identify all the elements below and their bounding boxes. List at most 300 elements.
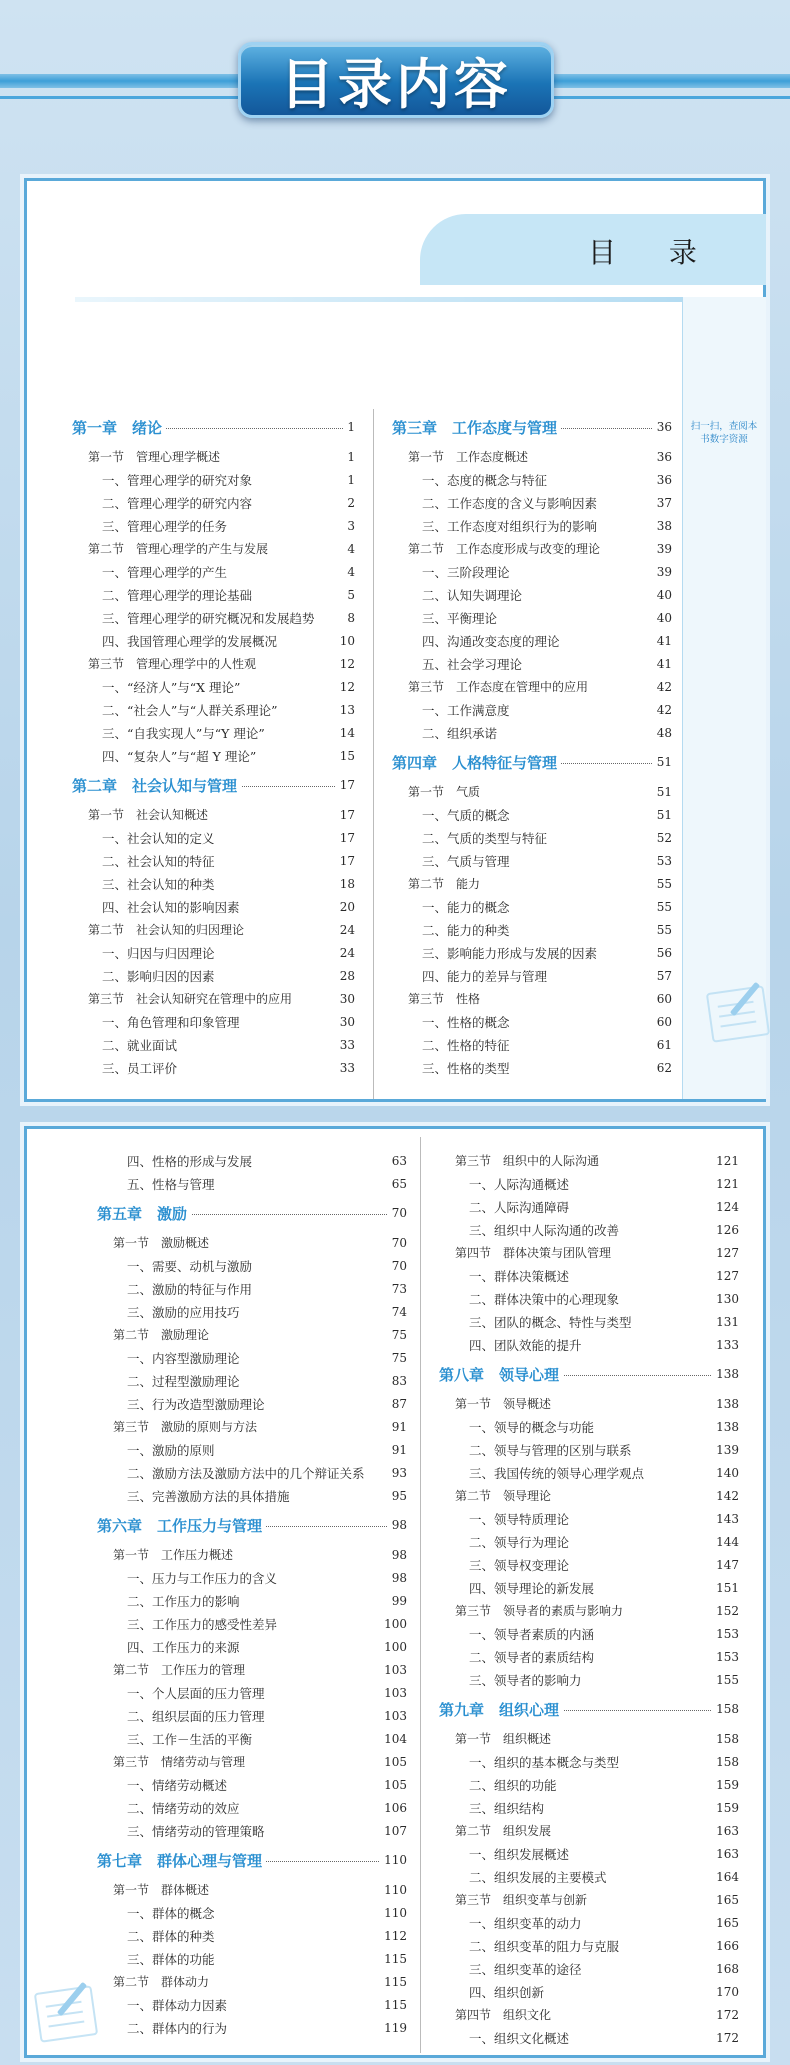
toc-item-row <box>97 1796 407 1819</box>
toc-item-row <box>97 2016 407 2039</box>
toc-entry-title: 二、社会认知的特征 <box>102 852 219 870</box>
toc-item-row <box>97 1819 407 1842</box>
toc-page-number: 103 <box>380 1663 407 1677</box>
toc-item-row <box>439 1461 739 1484</box>
toc-item-row <box>97 1300 407 1323</box>
toc-entry-title: 一、管理心理学的研究对象 <box>102 471 256 489</box>
toc-item-row <box>439 1576 739 1599</box>
toc-item-row <box>97 1346 407 1369</box>
toc-panel-2 <box>24 1126 766 2058</box>
toc-item-row <box>439 1668 739 1691</box>
toc-page-number: 40 <box>653 611 672 625</box>
toc-entry-title: 第二节 组织发展 <box>455 1822 555 1839</box>
toc-page-number: 55 <box>653 923 672 937</box>
column-divider <box>373 409 374 1099</box>
toc-page-number: 163 <box>712 1847 739 1861</box>
toc-section-row <box>97 1750 407 1773</box>
toc-chapter-row <box>392 744 672 780</box>
toc-chapter-row <box>97 1842 407 1878</box>
toc-page-number: 100 <box>380 1617 407 1631</box>
toc-page-number: 127 <box>712 1269 739 1283</box>
toc-entry-title: 一、领导特质理论 <box>469 1510 573 1528</box>
toc-page-number: 55 <box>653 877 672 891</box>
toc-entry-title: 三、激励的应用技巧 <box>127 1303 244 1321</box>
toc-page-number: 3 <box>343 519 355 533</box>
toc-entry-title: 一、领导者素质的内涵 <box>469 1625 598 1643</box>
toc-entry-title: 第一节 群体概述 <box>113 1881 213 1898</box>
toc-section-row <box>439 1241 739 1264</box>
right-margin-strip <box>682 297 766 1099</box>
toc-entry-title: 第二节 工作态度形成与改变的理论 <box>408 540 604 557</box>
toc-item-row <box>439 1796 739 1819</box>
toc-column-left <box>97 1149 407 2039</box>
toc-entry-title: 三、管理心理学的研究概况和发展趋势 <box>102 609 319 627</box>
toc-item-row <box>97 1681 407 1704</box>
toc-page-number: 1 <box>343 450 355 464</box>
toc-item-row <box>439 1333 739 1356</box>
toc-entry-title: 第二节 群体动力 <box>113 1973 213 1990</box>
toc-page-number: 112 <box>380 1929 407 1943</box>
toc-item-row <box>97 1149 407 1172</box>
toc-entry-title: 第三节 组织中的人际沟通 <box>455 1152 603 1169</box>
toc-entry-title: 第四节 群体决策与团队管理 <box>455 1244 615 1261</box>
toc-entry-title: 二、领导者的素质结构 <box>469 1648 598 1666</box>
toc-item-row <box>392 941 672 964</box>
heading-underline <box>75 297 682 302</box>
toc-section-row <box>97 1543 407 1566</box>
toc-section-row <box>72 652 355 675</box>
toc-section-row <box>392 675 672 698</box>
toc-page-number: 165 <box>712 1893 739 1907</box>
toc-entry-title: 第三节 工作态度在管理中的应用 <box>408 678 592 695</box>
toc-entry-title: 第三节 情绪劳动与管理 <box>113 1753 249 1770</box>
toc-entry-title: 一、组织变革的动力 <box>469 1914 586 1932</box>
toc-item-row <box>97 1438 407 1461</box>
toc-page-number: 4 <box>343 542 355 556</box>
toc-page-number: 151 <box>712 1581 739 1595</box>
toc-page-number: 28 <box>336 969 355 983</box>
toc-entry-title: 五、性格与管理 <box>127 1175 219 1193</box>
toc-page-number: 75 <box>388 1351 407 1365</box>
toc-entry-title: 三、领导权变理论 <box>469 1556 573 1574</box>
toc-page-number: 87 <box>388 1397 407 1411</box>
toc-section-row <box>439 1727 739 1750</box>
toc-section-row <box>72 987 355 1010</box>
toc-entry-title: 一、需要、动机与激励 <box>127 1257 256 1275</box>
toc-entry-title: 第一节 工作态度概述 <box>408 448 532 465</box>
toc-entry-title: 第一章 绪论 <box>72 417 166 438</box>
toc-page-number: 91 <box>388 1420 407 1434</box>
toc-heading: 目 录 <box>588 236 719 269</box>
toc-page-number: 143 <box>712 1512 739 1526</box>
toc-entry-title: 二、管理心理学的研究内容 <box>102 494 256 512</box>
toc-page-number: 70 <box>388 1206 407 1220</box>
toc-section-row <box>392 537 672 560</box>
toc-item-row <box>72 964 355 987</box>
toc-item-row <box>97 1773 407 1796</box>
toc-entry-title: 四、社会认知的影响因素 <box>102 898 244 916</box>
toc-entry-title: 二、性格的特征 <box>422 1036 514 1054</box>
toc-entry-title: 第九章 组织心理 <box>439 1699 563 1720</box>
toc-page-number: 159 <box>712 1801 739 1815</box>
toc-entry-title: 一、组织的基本概念与类型 <box>469 1753 623 1771</box>
toc-item-row <box>97 1901 407 1924</box>
toc-entry-title: 第八章 领导心理 <box>439 1364 563 1385</box>
notebook-icon <box>706 985 770 1043</box>
toc-item-row <box>392 1010 672 1033</box>
toc-entry-title: 二、影响归因的因素 <box>102 967 219 985</box>
toc-entry-title: 二、领导行为理论 <box>469 1533 573 1551</box>
toc-item-row <box>392 606 672 629</box>
toc-page-number: 105 <box>380 1755 407 1769</box>
toc-page-number: 172 <box>712 2031 739 2045</box>
toc-page-number: 13 <box>336 703 355 717</box>
toc-page-number: 42 <box>653 703 672 717</box>
toc-entry-title: 二、组织的功能 <box>469 1776 561 1794</box>
toc-section-row <box>439 1888 739 1911</box>
toc-entry-title: 第七章 群体心理与管理 <box>97 1850 266 1871</box>
toc-entry-title: 三、平衡理论 <box>422 609 501 627</box>
toc-item-row <box>439 1645 739 1668</box>
toc-page-number: 147 <box>712 1558 739 1572</box>
toc-page-number: 110 <box>380 1853 407 1867</box>
toc-item-row <box>392 895 672 918</box>
toc-item-row <box>72 744 355 767</box>
toc-item-row <box>392 1056 672 1079</box>
toc-page-number: 14 <box>336 726 355 740</box>
toc-entry-title: 三、组织中人际沟通的改善 <box>469 1221 623 1239</box>
toc-item-row <box>439 1415 739 1438</box>
toc-entry-title: 二、工作态度的含义与影响因素 <box>422 494 601 512</box>
toc-page-number: 99 <box>388 1594 407 1608</box>
toc-chapter-row <box>72 767 355 803</box>
toc-page-number: 163 <box>712 1824 739 1838</box>
toc-chapter-row <box>72 409 355 445</box>
toc-entry-title: 四、工作压力的来源 <box>127 1638 244 1656</box>
toc-page-number: 18 <box>336 877 355 891</box>
toc-page-number: 51 <box>653 785 672 799</box>
toc-item-row <box>72 468 355 491</box>
toc-entry-title: 二、情绪劳动的效应 <box>127 1799 244 1817</box>
toc-page-number: 74 <box>388 1305 407 1319</box>
toc-item-row <box>72 941 355 964</box>
toc-page-number: 51 <box>653 808 672 822</box>
toc-page-number: 115 <box>380 1975 407 1989</box>
toc-section-row <box>97 1658 407 1681</box>
toc-page-number: 36 <box>653 450 672 464</box>
toc-entry-title: 第一节 组织概述 <box>455 1730 555 1747</box>
toc-entry-title: 四、沟通改变态度的理论 <box>422 632 564 650</box>
toc-item-row <box>392 803 672 826</box>
toc-page-number: 17 <box>336 778 355 792</box>
toc-page-number: 140 <box>712 1466 739 1480</box>
toc-item-row <box>392 1033 672 1056</box>
toc-item-row <box>392 964 672 987</box>
toc-item-row <box>97 1277 407 1300</box>
toc-item-row <box>392 514 672 537</box>
toc-item-row <box>439 1553 739 1576</box>
toc-item-row <box>72 514 355 537</box>
toc-page-number: 103 <box>380 1709 407 1723</box>
toc-page-number: 40 <box>653 588 672 602</box>
toc-item-row <box>97 1612 407 1635</box>
toc-item-row <box>72 1056 355 1079</box>
toc-page-number: 170 <box>712 1985 739 1999</box>
toc-section-row <box>439 1819 739 1842</box>
toc-entry-title: 二、气质的类型与特征 <box>422 829 551 847</box>
toc-page-number: 164 <box>712 1870 739 1884</box>
toc-item-row <box>392 468 672 491</box>
toc-page-number: 138 <box>712 1420 739 1434</box>
toc-page-number: 138 <box>712 1367 739 1381</box>
toc-item-row <box>97 1947 407 1970</box>
toc-item-row <box>97 1993 407 2016</box>
toc-entry-title: 第二节 社会认知的归因理论 <box>88 921 248 938</box>
toc-entry-title: 三、影响能力形成与发展的因素 <box>422 944 601 962</box>
toc-item-row <box>439 1264 739 1287</box>
toc-section-row <box>97 1415 407 1438</box>
toc-page-number: 65 <box>388 1177 407 1191</box>
toc-page-number: 172 <box>712 2008 739 2022</box>
toc-page-number: 10 <box>336 634 355 648</box>
toc-entry-title: 一、领导的概念与功能 <box>469 1418 598 1436</box>
toc-page-number: 138 <box>712 1397 739 1411</box>
toc-item-row <box>439 1530 739 1553</box>
toc-page-number: 36 <box>653 420 672 434</box>
toc-page-number: 93 <box>388 1466 407 1480</box>
toc-page-number: 62 <box>653 1061 672 1075</box>
toc-entry-title: 二、人际沟通障碍 <box>469 1198 573 1216</box>
toc-entry-title: 二、“社会人”与“人群关系理论” <box>102 701 282 719</box>
toc-page-number: 126 <box>712 1223 739 1237</box>
toc-page-number: 83 <box>388 1374 407 1388</box>
toc-entry-title: 一、群体动力因素 <box>127 1996 231 2014</box>
toc-entry-title: 第三节 激励的原则与方法 <box>113 1418 261 1435</box>
toc-page-number: 110 <box>380 1906 407 1920</box>
toc-column-left <box>72 409 355 1079</box>
toc-page-number: 1 <box>343 473 355 487</box>
toc-chapter-row <box>97 1507 407 1543</box>
toc-section-row <box>97 1323 407 1346</box>
toc-page-number: 39 <box>653 542 672 556</box>
toc-entry-title: 二、能力的种类 <box>422 921 514 939</box>
toc-entry-title: 二、过程型激励理论 <box>127 1372 244 1390</box>
toc-item-row <box>439 1842 739 1865</box>
toc-entry-title: 第三节 组织变革与创新 <box>455 1891 591 1908</box>
toc-item-row <box>439 1310 739 1333</box>
toc-entry-title: 一、人际沟通概述 <box>469 1175 573 1193</box>
column-divider <box>420 1137 421 2053</box>
toc-page-number: 115 <box>380 1952 407 1966</box>
toc-entry-title: 第三章 工作态度与管理 <box>392 417 561 438</box>
toc-page-number: 2 <box>343 496 355 510</box>
toc-page-number: 73 <box>388 1282 407 1296</box>
toc-page-number: 115 <box>380 1998 407 2012</box>
toc-item-row <box>392 491 672 514</box>
toc-entry-title: 三、行为改造型激励理论 <box>127 1395 269 1413</box>
toc-page-number: 70 <box>388 1259 407 1273</box>
toc-page-number: 53 <box>653 854 672 868</box>
toc-entry-title: 第四章 人格特征与管理 <box>392 752 561 773</box>
toc-entry-title: 第三节 管理心理学中的人性观 <box>88 655 260 672</box>
toc-entry-title: 四、性格的形成与发展 <box>127 1152 256 1170</box>
toc-page-number: 57 <box>653 969 672 983</box>
toc-page-number: 4 <box>343 565 355 579</box>
toc-entry-title: 三、工作态度对组织行为的影响 <box>422 517 601 535</box>
toc-entry-title: 三、员工评价 <box>102 1059 181 1077</box>
toc-page-number: 110 <box>380 1883 407 1897</box>
toc-page-number: 124 <box>712 1200 739 1214</box>
toc-entry-title: 一、性格的概念 <box>422 1013 514 1031</box>
toc-item-row <box>392 721 672 744</box>
toc-entry-title: 四、能力的差异与管理 <box>422 967 551 985</box>
toc-item-row <box>392 849 672 872</box>
toc-page-number: 127 <box>712 1246 739 1260</box>
toc-page-number: 24 <box>336 946 355 960</box>
toc-entry-title: 三、气质与管理 <box>422 852 514 870</box>
toc-page-number: 70 <box>388 1236 407 1250</box>
toc-page-number: 1 <box>343 420 355 434</box>
toc-entry-title: 第三节 社会认知研究在管理中的应用 <box>88 990 296 1007</box>
toc-entry-title: 第二节 工作压力的管理 <box>113 1661 249 1678</box>
toc-page-number: 119 <box>380 2021 407 2035</box>
toc-page-number: 166 <box>712 1939 739 1953</box>
toc-heading-tab <box>420 214 766 285</box>
toc-entry-title: 第六章 工作压力与管理 <box>97 1515 266 1536</box>
title-banner <box>238 42 554 118</box>
toc-page-number: 51 <box>653 755 672 769</box>
toc-page-number: 24 <box>336 923 355 937</box>
toc-item-row <box>97 1566 407 1589</box>
toc-item-row <box>392 698 672 721</box>
toc-page-number: 105 <box>380 1778 407 1792</box>
toc-page-number: 30 <box>336 1015 355 1029</box>
toc-item-row <box>439 1865 739 1888</box>
toc-entry-title: 一、归因与归因理论 <box>102 944 219 962</box>
toc-item-row <box>72 698 355 721</box>
toc-entry-title: 一、内容型激励理论 <box>127 1349 244 1367</box>
toc-page-number: 48 <box>653 726 672 740</box>
toc-item-row <box>72 721 355 744</box>
toc-item-row <box>97 1704 407 1727</box>
toc-item-row <box>72 606 355 629</box>
toc-page-number: 168 <box>712 1962 739 1976</box>
toc-item-row <box>72 826 355 849</box>
toc-entry-title: 第三节 性格 <box>408 990 484 1007</box>
toc-entry-title: 二、组织承诺 <box>422 724 501 742</box>
toc-page-number: 98 <box>388 1548 407 1562</box>
toc-entry-title: 二、组织变革的阻力与克服 <box>469 1937 623 1955</box>
toc-section-row <box>439 1149 739 1172</box>
toc-page-number: 121 <box>712 1177 739 1191</box>
toc-page-number: 52 <box>653 831 672 845</box>
toc-page-number: 33 <box>336 1038 355 1052</box>
toc-entry-title: 二、激励的特征与作用 <box>127 1280 256 1298</box>
toc-entry-title: 第五章 激励 <box>97 1203 191 1224</box>
notebook-icon <box>34 1985 98 2043</box>
toc-section-row <box>72 537 355 560</box>
toc-item-row <box>439 1172 739 1195</box>
toc-page-number: 165 <box>712 1916 739 1930</box>
toc-page-number: 38 <box>653 519 672 533</box>
toc-page-number: 33 <box>336 1061 355 1075</box>
toc-page-number: 103 <box>380 1686 407 1700</box>
toc-entry-title: 第一节 工作压力概述 <box>113 1546 237 1563</box>
toc-page-number: 42 <box>653 680 672 694</box>
toc-section-row <box>97 1878 407 1901</box>
toc-section-row <box>439 2003 739 2026</box>
toc-page-number: 15 <box>336 749 355 763</box>
toc-section-row <box>97 1970 407 1993</box>
toc-entry-title: 四、团队效能的提升 <box>469 1336 586 1354</box>
toc-page-number: 131 <box>712 1315 739 1329</box>
toc-item-row <box>439 1980 739 2003</box>
toc-page-number: 144 <box>712 1535 739 1549</box>
toc-item-row <box>392 629 672 652</box>
toc-entry-title: 四、领导理论的新发展 <box>469 1579 598 1597</box>
toc-page-number: 104 <box>380 1732 407 1746</box>
toc-item-row <box>392 560 672 583</box>
toc-item-row <box>439 1957 739 1980</box>
toc-page-number: 133 <box>712 1338 739 1352</box>
toc-entry-title: 第二节 能力 <box>408 875 484 892</box>
toc-item-row <box>97 1484 407 1507</box>
toc-entry-title: 第四节 组织文化 <box>455 2006 555 2023</box>
toc-section-row <box>72 918 355 941</box>
toc-entry-title: 一、情绪劳动概述 <box>127 1776 231 1794</box>
toc-entry-title: 三、工作压力的感受性差异 <box>127 1615 281 1633</box>
toc-entry-title: 一、压力与工作压力的含义 <box>127 1569 281 1587</box>
toc-page-number: 61 <box>653 1038 672 1052</box>
toc-item-row <box>439 1911 739 1934</box>
qr-note: 扫一扫，查阅本书数字资源 <box>690 421 758 445</box>
toc-item-row <box>72 675 355 698</box>
toc-page-number: 95 <box>388 1489 407 1503</box>
toc-item-row <box>72 583 355 606</box>
toc-page-number: 139 <box>712 1443 739 1457</box>
toc-page-number: 41 <box>653 657 672 671</box>
toc-page-number: 63 <box>388 1154 407 1168</box>
toc-entry-title: 二、管理心理学的理论基础 <box>102 586 256 604</box>
toc-chapter-row <box>392 409 672 445</box>
toc-item-row <box>97 1172 407 1195</box>
toc-section-row <box>439 1484 739 1507</box>
toc-item-row <box>439 1773 739 1796</box>
toc-entry-title: 三、组织变革的途径 <box>469 1960 586 1978</box>
toc-page-number: 5 <box>343 588 355 602</box>
toc-item-row <box>97 1369 407 1392</box>
toc-item-row <box>97 1254 407 1277</box>
toc-page-number: 17 <box>336 831 355 845</box>
toc-item-row <box>392 583 672 606</box>
toc-entry-title: 三、完善激励方法的具体措施 <box>127 1487 294 1505</box>
toc-entry-title: 一、群体决策概述 <box>469 1267 573 1285</box>
toc-section-row <box>392 445 672 468</box>
toc-page-number: 55 <box>653 900 672 914</box>
toc-page-number: 60 <box>653 992 672 1006</box>
toc-entry-title: 二、组织发展的主要模式 <box>469 1868 611 1886</box>
toc-entry-title: 四、组织创新 <box>469 1983 548 2001</box>
toc-item-row <box>439 1622 739 1645</box>
toc-entry-title: 第二节 领导理论 <box>455 1487 555 1504</box>
toc-entry-title: 第二节 管理心理学的产生与发展 <box>88 540 272 557</box>
toc-page-number: 130 <box>712 1292 739 1306</box>
toc-entry-title: 三、群体的功能 <box>127 1950 219 1968</box>
toc-item-row <box>72 1010 355 1033</box>
toc-item-row <box>72 1033 355 1056</box>
toc-entry-title: 三、组织结构 <box>469 1799 548 1817</box>
toc-entry-title: 二、组织层面的压力管理 <box>127 1707 269 1725</box>
